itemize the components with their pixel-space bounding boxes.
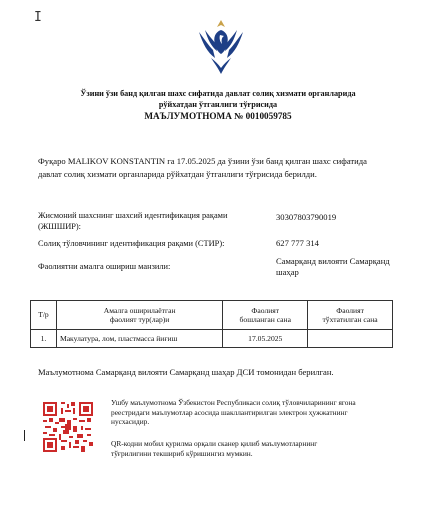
col-header-num: Т/р [31,301,57,330]
col-header-start-line1: Фаолият [251,305,280,315]
row-activity: Макулатура, лом, пластмасса йиғиш [56,330,222,348]
pinfl-value: 30307803790019 [276,212,337,222]
col-header-activity-line2: фаолият тур(лар)и [109,315,170,324]
text-caret [24,430,25,441]
intro-line2: давлат солиқ хизмати органларида рўйхатдан ўтганлиги тўғрисида берилди. [38,168,317,179]
tax-emblem-logo [193,18,249,76]
note1-line2: реестридаги маълумотлар асосида шакллантирилган электрон ҳужжатнинг [111,407,348,417]
issued-by-text: Маълумотнома Самарқанд вилояти Самарқанд шаҳар ДСИ томонидан берилган. [38,367,334,377]
col-header-end-line2: тўхтатилган сана [322,315,378,324]
inn-value: 627 777 314 [276,238,319,248]
note1-line1: Ушбу маълумотнома Ўзбекистон Республикаси солиқ тўловчиларининг ягона [111,398,356,407]
qr-code [43,402,93,452]
pinfl-label-line1: Жисмоний шахснинг шахсий идентификация рақами [38,211,228,220]
inn-label: Солиқ тўловчининг идентификация рақами (СТИР): [38,239,225,248]
address-value-line2: шаҳар [276,267,299,277]
col-header-end-line1: Фаолият [336,305,364,315]
activities-table [30,300,393,348]
document-title-line2: рўйхатдан ўтганлиги тўғрисида [158,100,278,109]
intro-paragraph [38,155,398,180]
note2-line2: тўғрилигини текшириб кўришингиз мумкин. [111,448,253,458]
pinfl-label-line2: (ЖШШИР): [38,222,82,231]
row-num: 1. [31,330,57,348]
table-header-row [31,301,393,330]
row-end-date [308,330,393,348]
col-header-activity [56,301,222,330]
address-label: Фаолиятни амалга ошириш манзили: [38,262,171,271]
col-header-start-line2: бошланган сана [239,315,291,324]
note-qr-verify [111,439,401,458]
note1-line3: нусхасидир. [111,417,150,427]
row-start-date: 17.05.2025 [223,330,308,348]
text-cursor-icon: I [34,10,42,25]
note2-line1: QR-кодни мобил қурилма орқали сканер қилиб маълумотларнинг [111,439,318,448]
address-value-line1: Самарқанд вилояти Самарқанд [276,256,390,266]
document-title-line1: Ўзини ўзи банд қилган шахс сифатида давлат солиқ хизмати органларида [80,89,356,98]
certificate-number-title: МАЪЛУМОТНОМА № 0010059785 [144,111,292,121]
address-value [276,256,390,278]
intro-line1: Фуқаро MALIKOV KONSTANTIN га 17.05.2025 да ўзини ўзи банд қилган шахс сифатида [38,156,367,166]
table-row [31,330,393,348]
col-header-start [223,301,308,330]
pinfl-label [38,210,227,232]
col-header-activity-line1: Амалга оширилаётган [103,305,176,315]
col-header-end [308,301,393,330]
note-electronic-copy [111,398,401,427]
